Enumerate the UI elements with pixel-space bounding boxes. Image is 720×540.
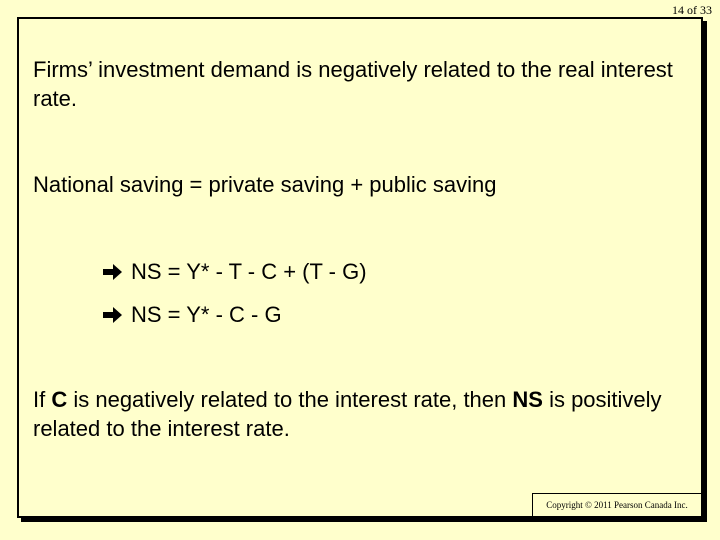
investment-statement: Firms’ investment demand is negatively related to the real interest rate. xyxy=(33,57,673,111)
equation-1-text: NS = Y* - T - C + (T - G) xyxy=(131,259,367,284)
right-arrow-icon xyxy=(103,306,123,324)
conclusion-bold-c: C xyxy=(51,387,68,412)
conclusion-part-2: is negatively related to the interest rate, then xyxy=(67,387,513,412)
conclusion-part-3: is positively related to the interest rate. xyxy=(33,387,662,441)
equation-1 xyxy=(103,257,367,286)
slide-frame xyxy=(17,17,703,518)
conclusion-part-1: If xyxy=(33,387,52,412)
equation-2-text: NS = Y* - C - G xyxy=(131,302,282,327)
national-saving-definition: National saving = private saving + public saving xyxy=(33,172,497,197)
conclusion-statement xyxy=(33,385,683,443)
right-arrow-icon xyxy=(103,263,123,281)
conclusion-bold-ns: NS xyxy=(512,387,543,412)
page-number: 14 of 33 xyxy=(672,3,712,17)
equation-2 xyxy=(103,300,282,329)
copyright-notice: Copyright © 2011 Pearson Canada Inc. xyxy=(532,493,701,516)
